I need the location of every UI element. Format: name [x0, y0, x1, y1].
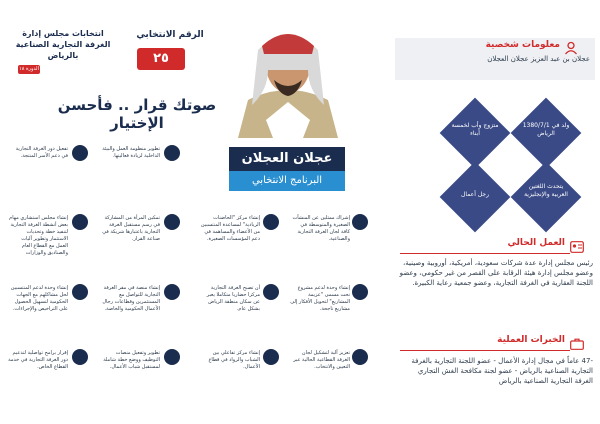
handshake-icon	[72, 214, 88, 230]
building-icon	[72, 284, 88, 300]
diamond-family: متزوج وأب لخمسة أبناء	[451, 122, 499, 137]
current-work-title: العمل الحالي	[507, 238, 565, 248]
portrait-illustration	[228, 10, 348, 138]
people-icon	[352, 214, 368, 230]
program-item: إنشاء مركز تفاعلي بين الشباب والرواد في قطاع الأعمال.	[208, 350, 260, 370]
program-item: تعزيز آلية لتشكيل لجان الغرفة القطاعية الحالية عبر التعيين والانتخاب.	[293, 350, 350, 370]
candidate-number: ٢٥	[137, 48, 185, 70]
election-title	[4, 28, 122, 61]
program-item: تطوير وتفعيل منصات التوظيف ووضع خطة شاملة لمستقبل شباب الأعمال.	[103, 350, 160, 370]
money-icon	[263, 214, 279, 230]
family-icon	[72, 145, 88, 161]
connect-icon	[263, 349, 279, 365]
network-icon	[164, 284, 180, 300]
lightbulb-icon	[352, 284, 368, 300]
program-item: تطوير منظومة العمل والبيئة الداخلية لزيادة فعاليتها.	[102, 146, 160, 159]
program-item: إنشاء مركز "الحاضنات الريادية" لمساعدة المنتسبين من الأعضاء والمساهمة في دعم المؤسسات الصغيرة.	[200, 215, 260, 242]
program-item: تمكين المرأة من المشاركة في رسم مستقبل الغرفة التجارية باعتبارها شريكة في صناعة القرار.	[102, 215, 160, 242]
program-item: إقرار برامج تواصلية لتدعيم دور الغرفة التجارية في خدمة القطاع الخاص.	[8, 350, 68, 370]
current-work-body: رئيس مجلس إدارة عدة شركات سعودية، أمريكية، أوروبية وصينية، وعضو مجلس إدارة هيئة الرقابة على القصر من غير حكومي، وعضو اللجنة العقارية في الغرفة التجارية، وعضو جمعية رعاية الكبيرة.	[399, 259, 593, 287]
program-item: إنشاء وحدة لدعم مشروع تحت مسمى "عزيمة المشاريع" لتحويل الأفكار إلى مشاريع ناجحة.	[290, 285, 350, 312]
experience-body: -47 عاماً في مجال إدارة الأعمال - عضو اللجنة التجارية بالغرفة التجارية الصناعية بالرياض - عضو لجنة مكافحة الغش التجاري الغرفة التجارية الصناعية بالرياض	[411, 357, 593, 385]
diamond-birth: ولد في 1380/7/1 الرياض	[522, 122, 570, 137]
diamond-occupation: رجل أعمال	[461, 191, 489, 198]
program-item: إنشاء منصة في مقر الغرفة التجارية للتواصل مع المستثمرين وقطاعات رجال الأعمال الحكومية والخاصة.	[102, 285, 160, 312]
program-item: إنشاء مجلس استشاري مهام بعض أنشطة الغرفة التجارية لتنفيذ خطة وتحديات الاستثمار وتطوير آليات العمل مع القطاع العام والصناديق والوزارات	[9, 215, 68, 256]
slogan: صوتك قرار .. فأحسن الإختيار	[57, 96, 217, 132]
briefcase-icon	[570, 335, 584, 347]
program-title: البرنامج الانتخابي	[229, 171, 345, 191]
diamond-languages: يتحدث اللغتين العربية والإنجليزية	[524, 183, 568, 198]
personal-full-name: عجلان بن عبد العزيز عجلان العجلان	[487, 55, 590, 63]
group-icon	[164, 349, 180, 365]
briefcase-icon	[72, 349, 88, 365]
candidate-name: عجلان العجلان	[229, 147, 345, 171]
chart-icon	[164, 145, 180, 161]
candidate-number-label: الرقم الانتخابي	[136, 30, 204, 40]
handshake-icon	[352, 349, 368, 365]
program-item: تفعيل دور الغرفة التجارية في دعم الأسر المنتجة.	[15, 146, 68, 159]
location-icon	[263, 284, 279, 300]
id-card-icon	[570, 238, 584, 250]
personal-info-title: معلومات شخصية	[485, 40, 560, 50]
section-divider	[400, 350, 570, 351]
experience-title: الخبرات العملية	[497, 335, 565, 345]
section-divider	[400, 253, 570, 254]
election-title-line: الغرفة التجارية الصناعية	[15, 40, 111, 49]
program-item: إشراك ممثلين عن المنشآت الصغيرة والمتوسطة في كافة لجان الغرفة التجارية والصناعية.	[292, 215, 350, 242]
person-icon	[564, 40, 578, 54]
candidate-portrait	[228, 10, 348, 138]
election-title-line: بالرياض	[47, 51, 79, 60]
program-item: إنشاء وحدة لدعم المنتسبين لحل مشاكلهم مع الجهات الحكومية لتسهيل الحصول على التراخيص والإجراءات.	[10, 285, 68, 312]
election-year-badge: الدورة ١٨	[19, 66, 39, 72]
program-item: أن تصبح الغرفة التجارية مركزا حضاريا متكاملا يعبر عن سكان منطقة الرياض بشكل عام.	[206, 285, 260, 312]
woman-icon	[164, 214, 180, 230]
election-title-line: انتخابات مجلس إدارة	[22, 29, 104, 38]
